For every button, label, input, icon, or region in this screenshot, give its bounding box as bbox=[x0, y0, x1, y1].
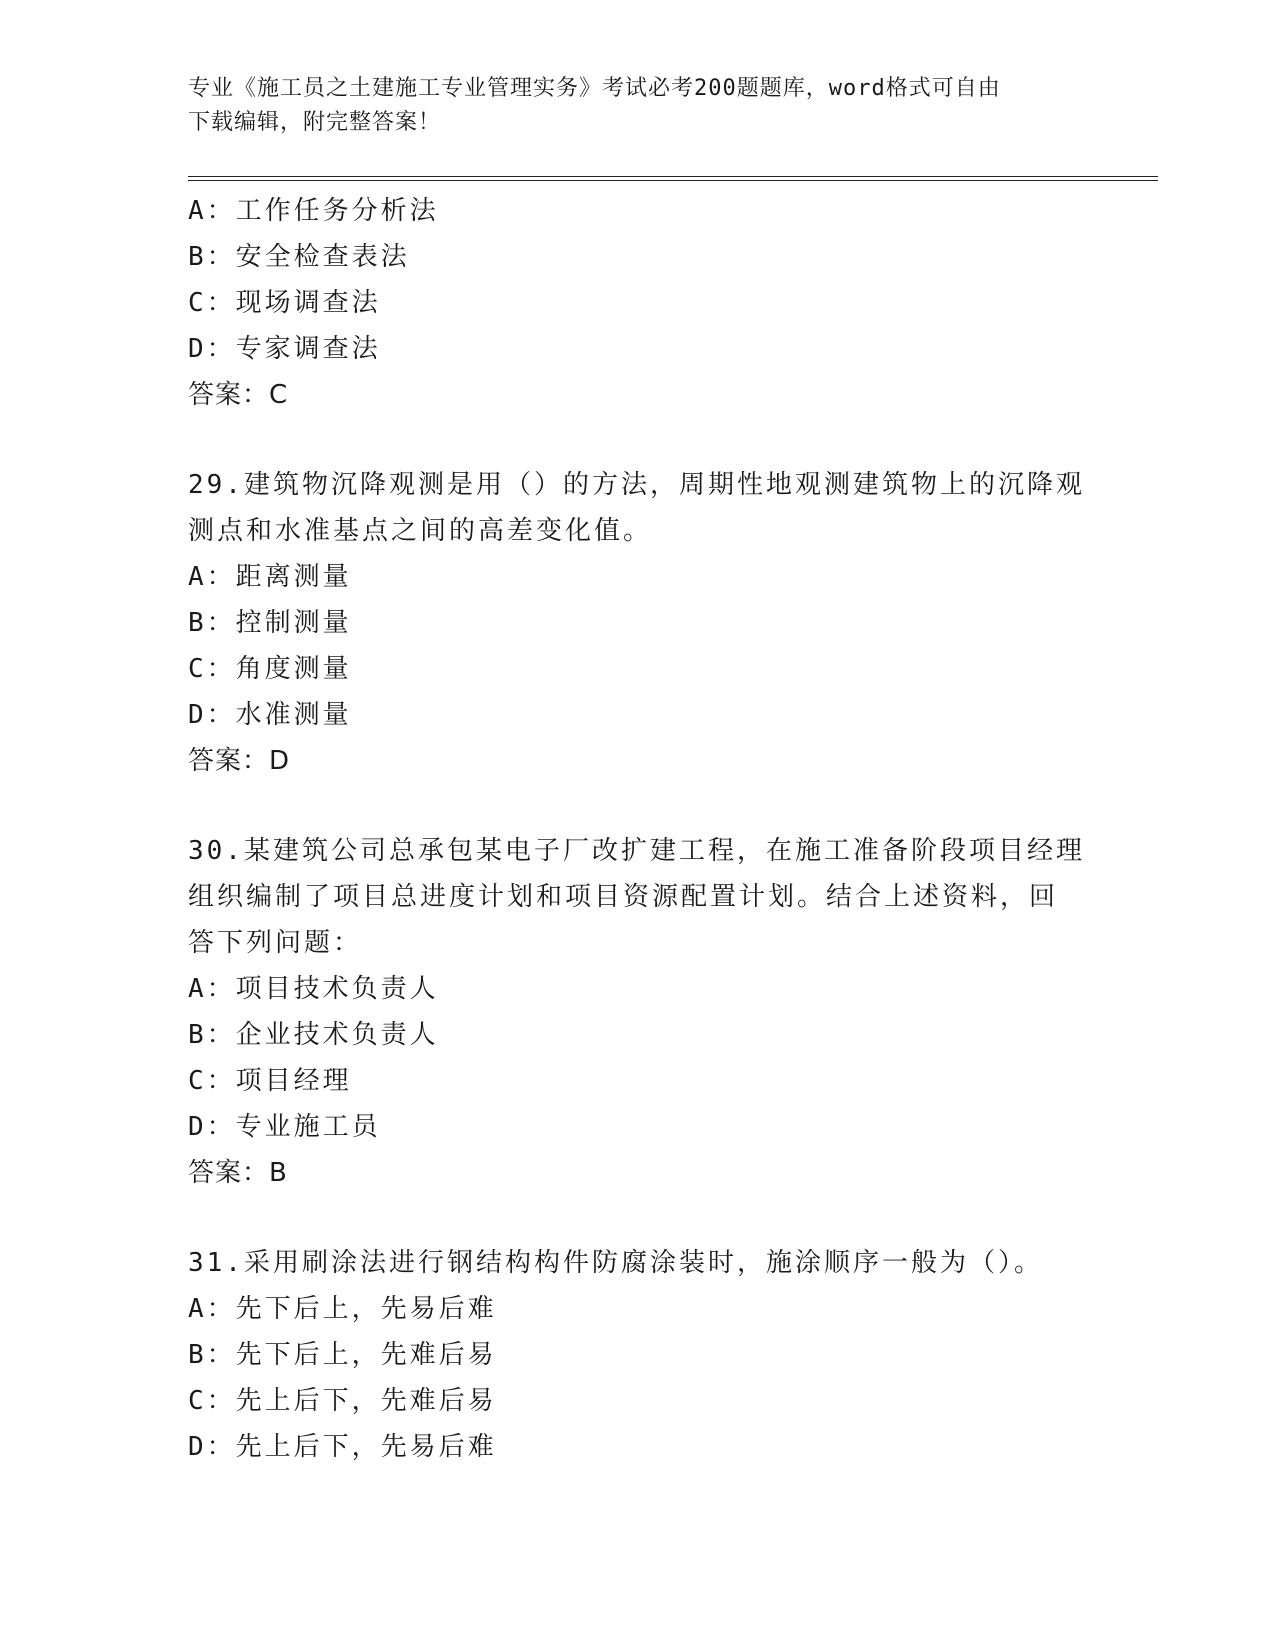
option-c: C：项目经理 bbox=[188, 1066, 352, 1096]
option-a: A：距离测量 bbox=[188, 562, 352, 592]
question-stem: 29.建筑物沉降观测是用（）的方法，周期性地观测建筑物上的沉降观 bbox=[188, 470, 1085, 500]
question-28 bbox=[188, 188, 1088, 418]
option-d: D：专业施工员 bbox=[188, 1112, 381, 1142]
question-stem: 答下列问题： bbox=[188, 928, 363, 958]
option-a: A：项目技术负责人 bbox=[188, 974, 439, 1004]
document-header bbox=[188, 72, 1088, 140]
answer: 答案：D bbox=[188, 746, 291, 776]
option-a: A：先下后上，先易后难 bbox=[188, 1294, 497, 1324]
header-divider bbox=[188, 176, 1158, 181]
question-31 bbox=[188, 1240, 1088, 1470]
option-c: C：先上后下，先难后易 bbox=[188, 1386, 497, 1416]
option-b: B：控制测量 bbox=[188, 608, 352, 638]
option-c: C：角度测量 bbox=[188, 654, 352, 684]
option-b: B：安全检查表法 bbox=[188, 242, 410, 272]
option-d: D：先上后下，先易后难 bbox=[188, 1432, 497, 1462]
question-stem: 组织编制了项目总进度计划和项目资源配置计划。结合上述资料，回 bbox=[188, 882, 1059, 912]
question-stem: 30.某建筑公司总承包某电子厂改扩建工程，在施工准备阶段项目经理 bbox=[188, 836, 1085, 866]
answer: 答案：B bbox=[188, 1158, 288, 1188]
option-b: B：企业技术负责人 bbox=[188, 1020, 439, 1050]
question-29 bbox=[188, 462, 1088, 784]
question-stem: 测点和水准基点之间的高差变化值。 bbox=[188, 516, 653, 546]
option-d: D：专家调查法 bbox=[188, 334, 381, 364]
option-a: A：工作任务分析法 bbox=[188, 196, 439, 226]
question-list bbox=[188, 188, 1088, 1470]
header-title-line1: 专业《施工员之土建施工专业管理实务》考试必考200题题库，word格式可自由 bbox=[188, 76, 1001, 101]
option-d: D：水准测量 bbox=[188, 700, 352, 730]
option-c: C：现场调查法 bbox=[188, 288, 381, 318]
spacer bbox=[188, 1196, 1088, 1240]
header-title-line2: 下载编辑，附完整答案！ bbox=[188, 110, 442, 135]
question-stem: 31.采用刷涂法进行钢结构构件防腐涂装时，施涂顺序一般为（）。 bbox=[188, 1248, 1043, 1278]
spacer bbox=[188, 784, 1088, 828]
option-b: B：先下后上，先难后易 bbox=[188, 1340, 497, 1370]
question-30 bbox=[188, 828, 1088, 1196]
answer: 答案：C bbox=[188, 380, 289, 410]
spacer bbox=[188, 418, 1088, 462]
